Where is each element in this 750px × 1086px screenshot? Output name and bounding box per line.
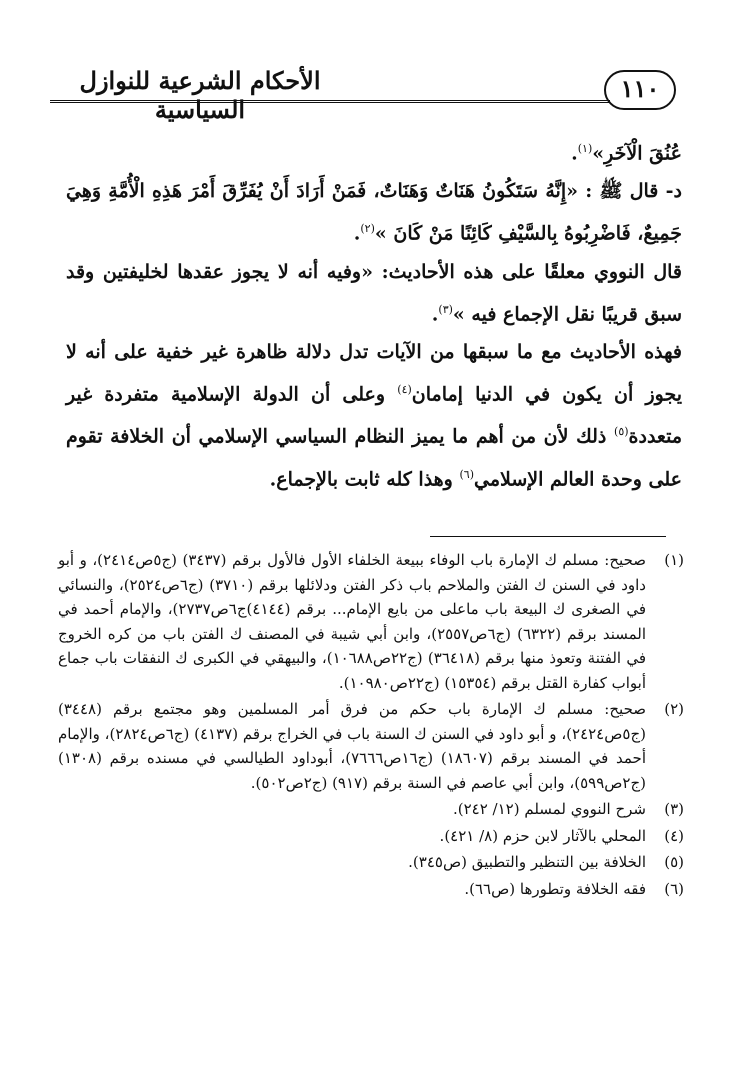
conclusion-text-c: ذلك لأن من أهم ما يميز النظام السياسي الإسلامي أن الخلافة تقوم على وحدة العالم الإسلامي: [66, 425, 682, 490]
footnote-number: (٤): [664, 826, 684, 845]
running-title: الأحكام الشرعية للنوازل السياسية: [79, 66, 321, 124]
page-number-frame: [604, 70, 676, 110]
footnote-number: (٣): [664, 800, 684, 818]
footnote-number: (٥): [664, 853, 684, 871]
hadith-d-text: د- قال ﷺ : «إِنَّهُ سَتَكُونُ هَنَاتٌ وَهَنَاتٌ، فَمَنْ أَرَادَ أَنْ يُفَرِّقَ أَمْرَ هَذِهِ الْأُمَّةِ وَهِيَ جَمِيعٌ، فَاضْرِبُوهُ بِالسَّيْفِ كَائِنًا مَنْ كَانَ »: [66, 180, 682, 245]
footnote-text: صحيح: مسلم ك الإمارة باب حكم من فرق أمر المسلمين وهو مجتمع برقم (٣٤٤٨) (ج٥ص٢٤٢٤)، و أبو داود في السنن ك السنة باب في الخراج برقم (٤١٣٧) (ج٦ص٢٨٢٤)، والإمام أحمد في المسند برقم (١٨٦٠٧) (ج١٦ص٧٦٦٦)، أبوداود الطيالسي في مسنده برقم (١٣٠٨) (ج٢ص٥٩٩)، وابن أبي عاصم في السنة برقم (٩١٧) (ج٢ص٥٠٢).: [58, 700, 646, 792]
footnote: [58, 548, 684, 695]
page-number: ١١٠: [620, 74, 660, 103]
footnotes: [58, 548, 684, 903]
footnote: [58, 697, 684, 795]
footnote: [58, 877, 684, 902]
footnote-text: فقه الخلافة وتطورها (ص٦٦).: [464, 879, 646, 898]
footnote-number: (٢): [664, 700, 684, 718]
footnote-ref-2: (٢): [360, 222, 375, 236]
paragraph-hadith-d: د- قال ﷺ : «إِنَّهُ سَتَكُونُ هَنَاتٌ وَهَنَاتٌ، فَمَنْ أَرَادَ أَنْ يُفَرِّقَ أَمْرَ هَذِهِ الْأُمَّةِ وَهِيَ جَمِيعٌ، فَاضْرِبُوهُ بِالسَّيْفِ كَائِنًا مَنْ كَانَ »$^{(٢)}$.: [66, 180, 682, 245]
conclusion-text-b: وعلى أن الدولة الإسلامية متفردة غير متعددة: [66, 383, 682, 448]
nawawi-text: قال النووي معلقًا على هذه الأحاديث: «وفيه أنه لا يجوز عقدها لخليفتين وقد سبق قريبًا نقل الإجماع فيه »: [66, 260, 682, 325]
main-text: [66, 130, 682, 498]
text-line-1: عُنُقَ الْآخَرِ»: [592, 142, 682, 165]
footnote-ref-5: (٥): [614, 425, 629, 439]
footnote-separator: [430, 536, 666, 537]
header-rule: [50, 100, 610, 103]
footnote-text: المحلي بالآثار لابن حزم (٨/ ٤٢١).: [439, 826, 646, 845]
paragraph-conclusion: [66, 333, 682, 498]
footnote-text: شرح النووي لمسلم (١٢/ ٢٤٢).: [452, 800, 646, 818]
footnote-text: صحيح: مسلم ك الإمارة باب الوفاء ببيعة الخلفاء الأول فالأول برقم (٣٤٣٧) (ج٥ص٢٤١٤)، و أبو داود في السنن ك الفتن والملاحم باب ذكر الفتن ودلائلها برقم (٣٧١٠) (ج٦ص٢٥٢٤)، والنسائي في الصغرى ك البيعة باب ماعلى من بايع الإمام... برقم (٤١٤٤)ج٦ص٢٧٣٧)، والإمام أحمد في المسند برقم (٦٣٢٢) (ج٦ص٢٥٥٧)، وابن أبي شيبة في المصنف ك الفتن باب من كره الخروج في الفتنة وتعوذ منها برقم (٣٦٤١٨) (ج٢٢ص١٠٦٨٨)، والبيهقي في الكبرى ك النفقات باب جماع أبواب كفارة القتل برقم (١٥٣٥٤) (ج٢٢ص١٠٩٨٠).: [58, 551, 647, 692]
footnote: [58, 797, 684, 822]
conclusion-text-a: فهذه الأحاديث مع ما سبقها من الآيات تدل دلالة ظاهرة غير خفية على أنه لا يجوز أن يكون في الدنيا إمامان: [66, 340, 682, 406]
footnote: [58, 850, 684, 875]
footnote-ref-1: (١): [577, 142, 593, 155]
footnote: [58, 824, 684, 849]
conclusion-text-d: وهذا كله ثابت بالإجماع.: [269, 467, 460, 490]
footnote-ref-6: (٦): [459, 467, 474, 481]
footnote-ref-4: (٤): [397, 382, 412, 396]
paragraph-nawawi: قال النووي معلقًا على هذه الأحاديث: «وفيه أنه لا يجوز عقدها لخليفتين وقد سبق قريبًا نقل الإجماع فيه »$^{(٣)}$.: [66, 260, 682, 325]
paragraph-1: عُنُقَ الْآخَرِ»$^{(١)}$.: [571, 142, 682, 165]
page-header: [50, 62, 690, 124]
footnote-ref-3: (٣): [438, 302, 453, 316]
footnote-number: (٦): [664, 879, 684, 898]
footnote-text: الخلافة بين التنظير والتطبيق (ص٣٤٥).: [408, 853, 646, 871]
footnote-number: (١): [664, 551, 684, 569]
